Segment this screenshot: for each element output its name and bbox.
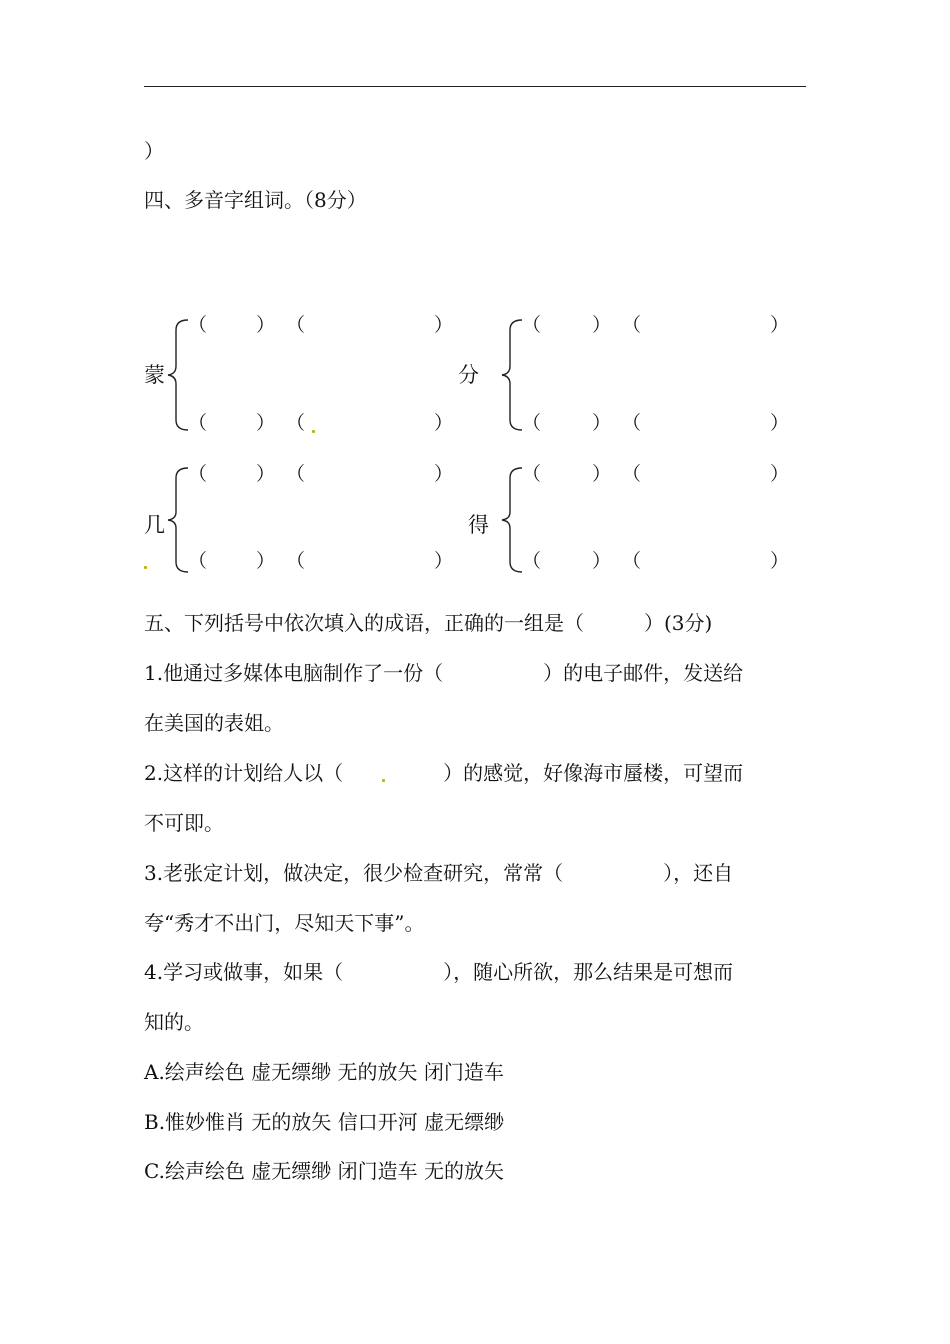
question-line: 2.这样的计划给人以（ ）的感觉，好像海市蜃楼，可望而	[144, 761, 744, 785]
polyphone-char: 蒙	[144, 363, 165, 387]
question-line: 不可即。	[144, 811, 224, 835]
blank-close[interactable]: ）	[770, 463, 790, 485]
polyphone-char: 得	[468, 513, 489, 537]
blank-open[interactable]: （	[522, 463, 542, 485]
polyphone-char: 几	[144, 513, 165, 537]
blank-close[interactable]: ）	[770, 550, 790, 572]
stray-mark	[312, 430, 315, 433]
blank-close[interactable]: ）	[770, 412, 790, 434]
blank-close[interactable]: ）	[592, 314, 612, 336]
blank-close[interactable]: ）	[434, 314, 454, 336]
blank-open[interactable]: （	[522, 412, 542, 434]
blank-close[interactable]: ）	[592, 463, 612, 485]
blank-open[interactable]: （	[188, 550, 208, 572]
blank-open[interactable]: （	[522, 314, 542, 336]
option-a: A.绘声绘色 虚无缥缈 无的放矢 闭门造车	[144, 1060, 504, 1084]
question-line: 4.学习或做事，如果（ ），随心所欲，那么结果是可想而	[144, 960, 734, 984]
blank-close[interactable]: ）	[434, 550, 454, 572]
blank-open[interactable]: （	[622, 463, 642, 485]
stray-mark	[144, 566, 147, 569]
blank-close[interactable]: ）	[592, 550, 612, 572]
question-line: 知的。	[144, 1010, 204, 1034]
blank-open[interactable]: （	[622, 314, 642, 336]
blank-close[interactable]: ）	[256, 412, 276, 434]
option-b: B.惟妙惟肖 无的放矢 信口开河 虚无缥缈	[144, 1110, 505, 1134]
section-5-title: 五、下列括号中依次填入的成语，正确的一组是（ ）(3分)	[144, 611, 713, 635]
option-c: C.绘声绘色 虚无缥缈 闭门造车 无的放矢	[144, 1159, 505, 1183]
blank-close[interactable]: ）	[434, 412, 454, 434]
blank-open[interactable]: （	[188, 412, 208, 434]
blank-open[interactable]: （	[286, 550, 306, 572]
blank-open[interactable]: （	[286, 412, 306, 434]
blank-close[interactable]: ）	[256, 550, 276, 572]
blank-open[interactable]: （	[188, 463, 208, 485]
blank-close[interactable]: ）	[434, 463, 454, 485]
question-line: 1.他通过多媒体电脑制作了一份（ ）的电子邮件，发送给	[144, 661, 744, 685]
section-4-title: 四、多音字组词。（8分）	[144, 188, 367, 212]
blank-open[interactable]: （	[622, 412, 642, 434]
carry-over-paren: ）	[144, 139, 164, 163]
blank-close[interactable]: ）	[256, 463, 276, 485]
polyphone-char: 分	[458, 363, 479, 387]
question-line: 夸“秀才不出门，尽知天下事”。	[144, 911, 425, 935]
question-line: 在美国的表姐。	[144, 711, 284, 735]
blank-open[interactable]: （	[286, 463, 306, 485]
blank-close[interactable]: ）	[592, 412, 612, 434]
blank-close[interactable]: ）	[770, 314, 790, 336]
blank-open[interactable]: （	[286, 314, 306, 336]
blank-close[interactable]: ）	[256, 314, 276, 336]
blank-open[interactable]: （	[622, 550, 642, 572]
blank-open[interactable]: （	[522, 550, 542, 572]
header-rule	[144, 86, 806, 87]
question-line: 3.老张定计划，做决定，很少检查研究，常常（ ），还自	[144, 861, 734, 885]
blank-open[interactable]: （	[188, 314, 208, 336]
